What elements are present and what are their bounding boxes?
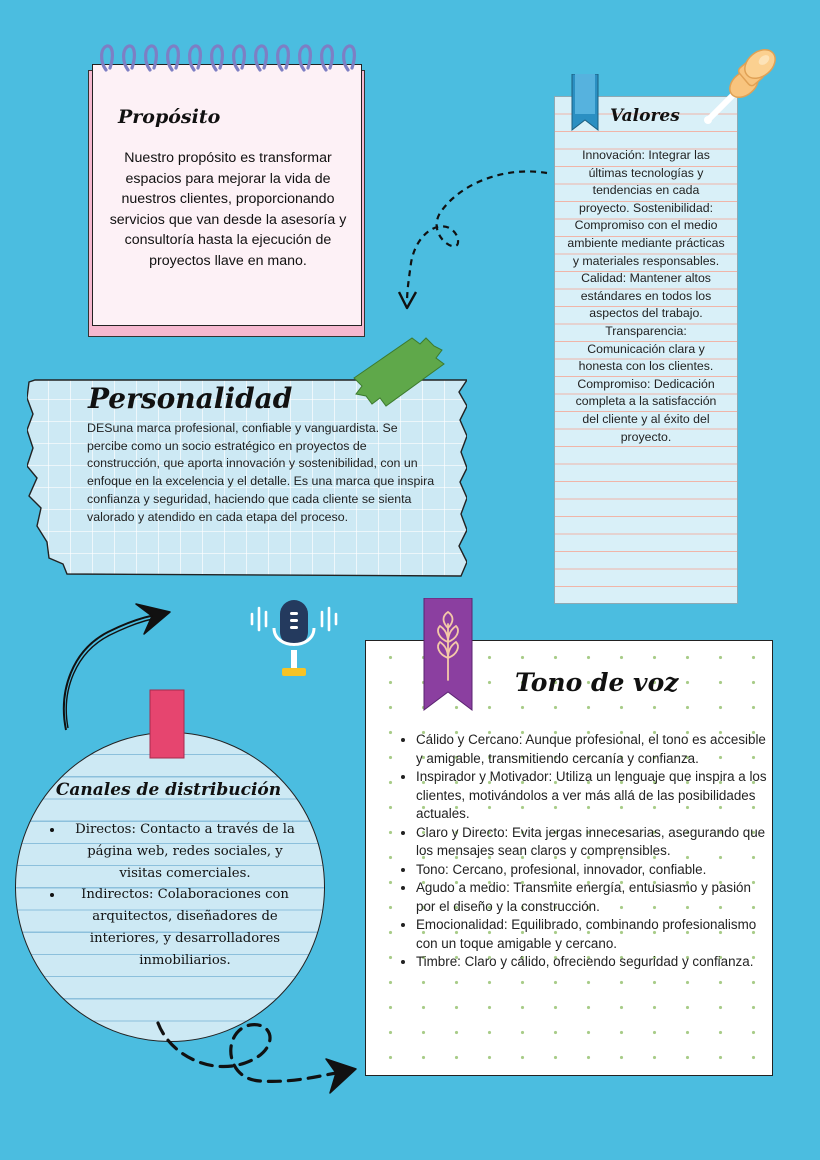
proposito-title: Propósito xyxy=(118,106,221,128)
green-tape-icon xyxy=(350,334,446,410)
proposito-text: Nuestro propósito es transformar espacios para mejorar la vida de nuestros clientes, proporcionando servicios que van desde la asesoría y consultoría hasta la ejecución de proyectos llave en mano. xyxy=(109,150,347,269)
list-item: • Inspirador y Motivador: Utiliza un lenguaje que inspira a los clientes, motivándolos a ver más allá de las posibilidades actuales. xyxy=(416,768,768,824)
tono-title: Tono de voz xyxy=(515,668,679,697)
list-item: • Tono: Cercano, profesional, innovador, confiable. xyxy=(416,861,768,880)
list-item: • Directos: Contacto a través de la página web, redes sociales, y visitas comerciales. xyxy=(64,819,306,884)
list-item: • Claro y Directo: Evita jergas innecesarias, asegurando que los mensajes sean claros y comprensibles. xyxy=(416,824,768,861)
pushpin-icon xyxy=(690,40,786,136)
pink-tape-icon xyxy=(148,688,186,760)
microphone-icon xyxy=(246,598,342,680)
personalidad-title: Personalidad xyxy=(88,382,293,415)
dashed-arrow-icon xyxy=(395,168,560,313)
purple-bookmark-icon xyxy=(422,598,474,712)
tono-list xyxy=(396,731,768,972)
canales-title: Canales de distribución xyxy=(55,780,282,800)
valores-title: Valores xyxy=(610,106,680,126)
list-item: • Indirectos: Colaboraciones con arquitectos, diseñadores de interiores, y desarrolladores inmobiliarios. xyxy=(64,884,306,971)
list-item: • Emocionalidad: Equilibrado, combinando profesionalismo con un toque amigable y cercano. xyxy=(416,916,768,953)
list-item: • Cálido y Cercano: Aunque profesional, el tono es accesible y amigable, transmitiendo cercanía y confianza. xyxy=(416,731,768,768)
blue-bookmark-icon xyxy=(570,74,600,132)
personalidad-text: DESuna marca profesional, confiable y vanguardista. Se percibe como un socio estratégico en proyectos de construcción, que aporta innovación y sostenibilidad, con un enfoque en la excelencia y el detalle. Es una marca que inspira confianza y seguridad, haciendo que cada cliente se sienta valorado y atendido en cada etapa del proceso. xyxy=(87,421,435,524)
notebook-spiral-icon xyxy=(98,42,360,82)
valores-text: Innovación: Integrar las últimas tecnologías y tendencias en cada proyecto. Sostenibilidad: Compromiso con el medio ambiente mediante prácticas y materiales responsables. Calidad: Mantener altos estándares en todos los aspectos del trabajo. Transparencia: Comunicación clara y honesta con los clientes. Compromiso: Dedicación completa a la satisfacción del cliente y al éxito del proyecto. xyxy=(567,148,725,444)
list-item: • Agudo a medio: Transmite energía, entusiasmo y pasión por el diseño y la construcción. xyxy=(416,879,768,916)
list-item: • Timbre: Claro y cálido, ofreciendo seguridad y confianza. xyxy=(416,953,768,972)
dashed-arrow-icon xyxy=(150,1015,365,1100)
canales-list xyxy=(46,819,306,972)
